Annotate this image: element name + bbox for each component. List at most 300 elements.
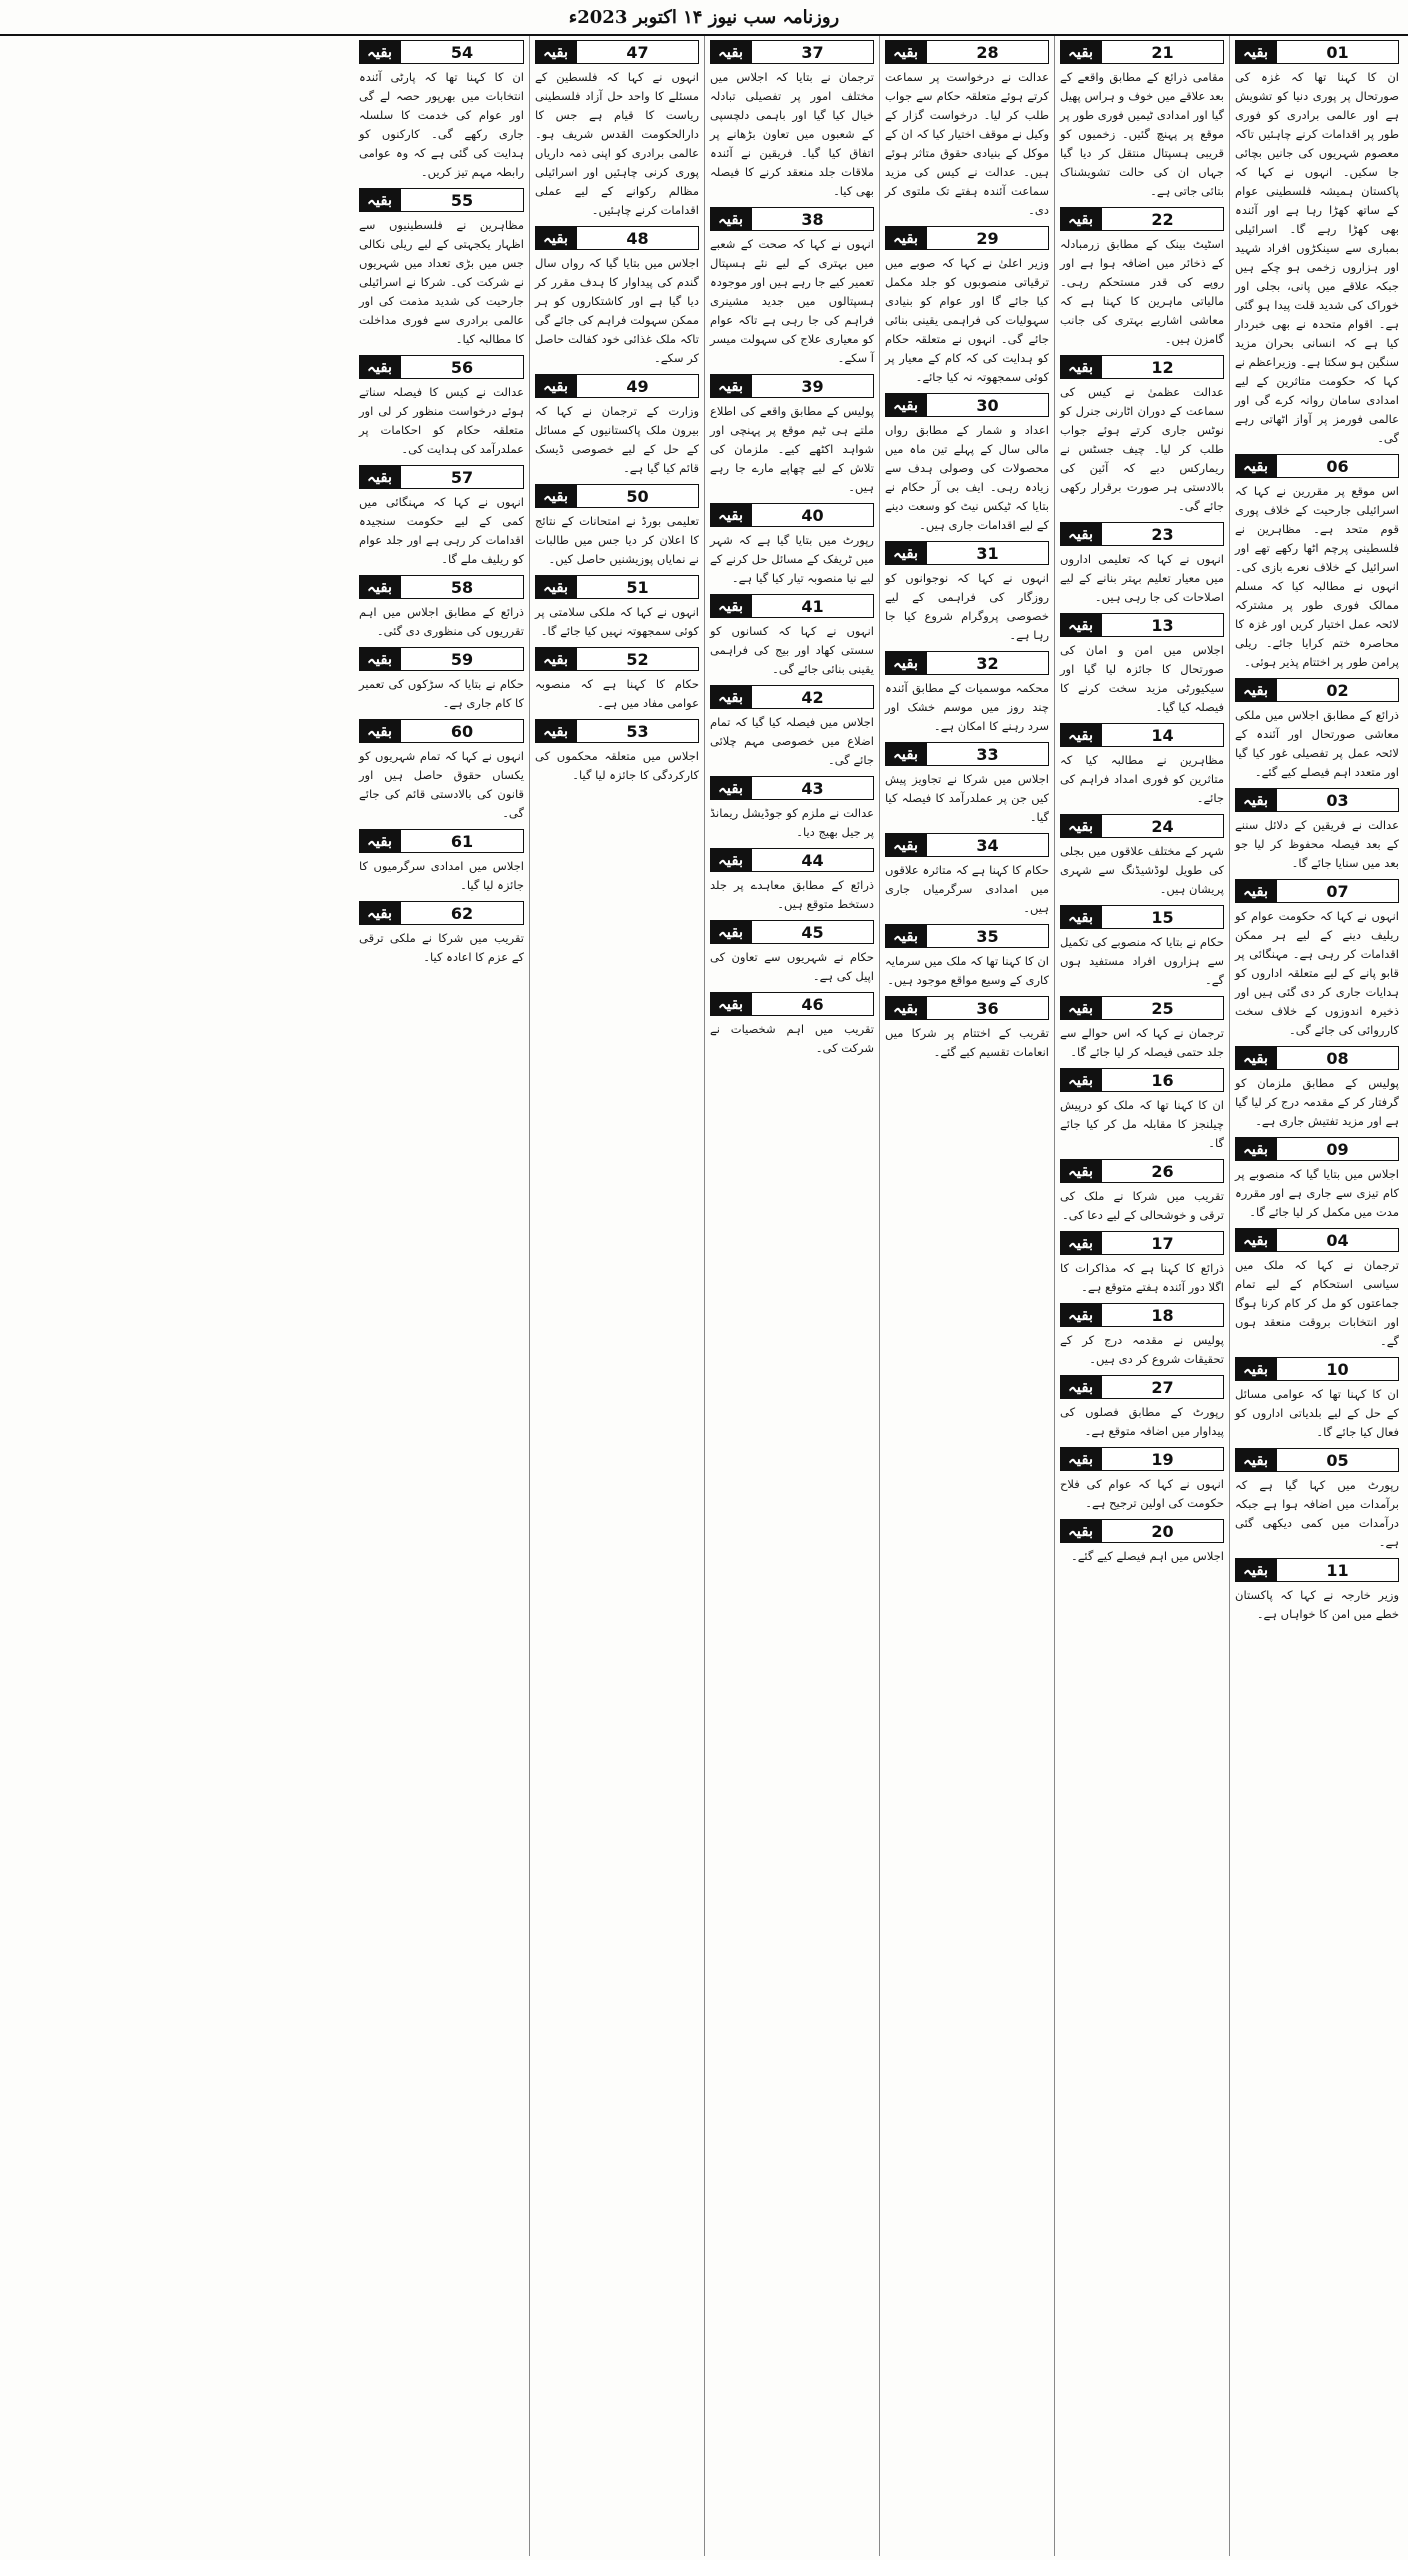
continuation-text: ترجمان نے کہا کہ اس حوالے سے جلد حتمی فیصلہ کر لیا جائے گا۔ bbox=[1060, 1026, 1224, 1059]
continuation-label: بقیہ bbox=[1235, 678, 1276, 702]
continuation-number: 25 bbox=[1101, 996, 1224, 1020]
continuation-text: رپورٹ میں بتایا گیا ہے کہ شہر میں ٹریفک کے مسائل حل کرنے کے لیے نیا منصوبہ تیار کیا گیا ہے۔ bbox=[710, 533, 874, 585]
continuation-number: 14 bbox=[1101, 723, 1224, 747]
continuation-header bbox=[1235, 678, 1399, 702]
continuation-text: تقریب کے اختتام پر شرکا میں انعامات تقسیم کیے گئے۔ bbox=[885, 1026, 1049, 1059]
continuation-block bbox=[1235, 1137, 1399, 1222]
continuation-text: انہوں نے کہا کہ فلسطین کے مسئلے کا واحد حل آزاد فلسطینی ریاست کا قیام ہے جس کا دارالحکومت القدس شریف ہو۔ عالمی برادری کو اپنی ذمہ داریاں پوری کرنی چاہئیں اور اسرائیلی مظالم رکوانے کے لیے عملی اقدامات کرنے چاہئیں۔ bbox=[535, 70, 699, 217]
continuation-label: بقیہ bbox=[1235, 1228, 1276, 1252]
continuation-number: 50 bbox=[576, 484, 699, 508]
continuation-header bbox=[359, 829, 524, 853]
continuation-block bbox=[359, 901, 524, 967]
continuation-text: ترجمان نے کہا کہ ملک میں سیاسی استحکام کے لیے تمام جماعتوں کو مل کر کام کرنا ہوگا اور انتخابات بروقت منعقد ہوں گے۔ bbox=[1235, 1258, 1399, 1348]
continuation-header bbox=[885, 833, 1049, 857]
continuation-number: 01 bbox=[1276, 40, 1399, 64]
continuation-block bbox=[885, 996, 1049, 1062]
continuation-label: بقیہ bbox=[1060, 1447, 1101, 1471]
continuation-block bbox=[535, 484, 699, 569]
continuation-label: بقیہ bbox=[1235, 788, 1276, 812]
continuation-number: 43 bbox=[751, 776, 874, 800]
continuation-number: 54 bbox=[400, 40, 524, 64]
continuation-block bbox=[1060, 1447, 1224, 1513]
continuation-header bbox=[1060, 1303, 1224, 1327]
continuation-header bbox=[1060, 905, 1224, 929]
continuation-header bbox=[359, 901, 524, 925]
continuation-number: 47 bbox=[576, 40, 699, 64]
continuation-text: انہوں نے کہا کہ صحت کے شعبے میں بہتری کے لیے نئے ہسپتال تعمیر کیے جا رہے ہیں اور موجودہ ہسپتالوں میں جدید مشینری فراہم کی جا رہی ہے تاکہ عوام کو معیاری علاج کی سہولت میسر آ سکے۔ bbox=[710, 237, 874, 365]
continuation-text: ان کا کہنا تھا کہ ملک کو درپیش چیلنجز کا مقابلہ مل کر کیا جائے گا۔ bbox=[1060, 1098, 1224, 1150]
continuation-text: اجلاس میں بتایا گیا کہ رواں سال گندم کی پیداوار کا ہدف مقرر کر دیا گیا ہے اور کاشتکاروں کو ہر ممکن سہولت فراہم کی جائے گی تاکہ ملک غذائی خود کفالت حاصل کر سکے۔ bbox=[535, 256, 699, 365]
continuation-label: بقیہ bbox=[359, 647, 400, 671]
continuation-label: بقیہ bbox=[1060, 207, 1101, 231]
continuation-block bbox=[1060, 1231, 1224, 1297]
continuation-label: بقیہ bbox=[710, 776, 751, 800]
continuation-header bbox=[1235, 879, 1399, 903]
continuation-label: بقیہ bbox=[359, 901, 400, 925]
continuation-block bbox=[710, 848, 874, 914]
continuation-header bbox=[710, 503, 874, 527]
continuation-number: 28 bbox=[926, 40, 1049, 64]
continuation-number: 24 bbox=[1101, 814, 1224, 838]
continuation-header bbox=[885, 742, 1049, 766]
continuation-label: بقیہ bbox=[885, 924, 926, 948]
continuation-label: بقیہ bbox=[359, 465, 400, 489]
continuation-number: 19 bbox=[1101, 1447, 1224, 1471]
continuation-number: 13 bbox=[1101, 613, 1224, 637]
continuation-label: بقیہ bbox=[710, 503, 751, 527]
continuation-header bbox=[359, 647, 524, 671]
continuation-header bbox=[710, 207, 874, 231]
continuation-header bbox=[1060, 1447, 1224, 1471]
continuation-label: بقیہ bbox=[885, 742, 926, 766]
continuation-block bbox=[885, 541, 1049, 645]
continuation-label: بقیہ bbox=[1235, 1448, 1276, 1472]
continuation-number: 39 bbox=[751, 374, 874, 398]
continuation-block bbox=[359, 40, 524, 182]
continuation-block bbox=[710, 374, 874, 497]
continuation-text: تقریب میں اہم شخصیات نے شرکت کی۔ bbox=[710, 1022, 874, 1055]
continuation-block bbox=[535, 40, 699, 220]
continuation-text: مظاہرین نے مطالبہ کیا کہ متاثرین کو فوری امداد فراہم کی جائے۔ bbox=[1060, 753, 1224, 805]
continuation-label: بقیہ bbox=[710, 992, 751, 1016]
continuation-header bbox=[1060, 1231, 1224, 1255]
continuation-number: 41 bbox=[751, 594, 874, 618]
continuation-number: 12 bbox=[1101, 355, 1224, 379]
continuation-text: ان کا کہنا تھا کہ پارٹی آئندہ انتخابات میں بھرپور حصہ لے گی اور عوام کی خدمت کا سلسلہ جاری رکھے گی۔ کارکنوں کو ہدایت کی گئی ہے کہ وہ عوامی رابطہ مہم تیز کریں۔ bbox=[359, 70, 524, 179]
continuation-label: بقیہ bbox=[1060, 355, 1101, 379]
continuation-number: 03 bbox=[1276, 788, 1399, 812]
continuation-header bbox=[710, 685, 874, 709]
continuation-header bbox=[710, 594, 874, 618]
continuation-header bbox=[1060, 207, 1224, 231]
continuation-block bbox=[885, 393, 1049, 535]
continuation-label: بقیہ bbox=[535, 226, 576, 250]
continuation-text: اعداد و شمار کے مطابق رواں مالی سال کے پہلے تین ماہ میں محصولات کی وصولی ہدف سے زیادہ رہی۔ ایف بی آر حکام نے بتایا کہ ٹیکس نیٹ کو وسعت دینے کے لیے اقدامات جاری ہیں۔ bbox=[885, 423, 1049, 532]
continuation-block bbox=[1235, 1228, 1399, 1351]
continuation-number: 22 bbox=[1101, 207, 1224, 231]
continuation-header bbox=[1235, 788, 1399, 812]
continuation-block bbox=[1060, 355, 1224, 516]
continuation-block bbox=[885, 226, 1049, 387]
continuation-text: مظاہرین نے فلسطینیوں سے اظہار یکجہتی کے لیے ریلی نکالی جس میں بڑی تعداد میں شہریوں نے شرکت کی۔ شرکا نے اسرائیلی جارحیت کی شدید مذمت کی اور عالمی برادری سے فوری مداخلت کا مطالبہ کیا۔ bbox=[359, 218, 524, 346]
continuation-number: 02 bbox=[1276, 678, 1399, 702]
continuation-block bbox=[710, 503, 874, 588]
continuation-block bbox=[1235, 1357, 1399, 1442]
continuation-number: 08 bbox=[1276, 1046, 1399, 1070]
continuation-header bbox=[1235, 1046, 1399, 1070]
continuation-text: ان کا کہنا تھا کہ عوامی مسائل کے حل کے لیے بلدیاتی اداروں کو فعال کیا جائے گا۔ bbox=[1235, 1387, 1399, 1439]
continuation-text: عدالت نے کیس کا فیصلہ سناتے ہوئے درخواست منظور کر لی اور متعلقہ حکام کو احکامات پر عملدرآمد کی ہدایت کی۔ bbox=[359, 385, 524, 456]
continuation-number: 49 bbox=[576, 374, 699, 398]
continuation-text: عدالت نے ملزم کو جوڈیشل ریمانڈ پر جیل بھیج دیا۔ bbox=[710, 806, 874, 839]
continuation-label: بقیہ bbox=[535, 40, 576, 64]
continuation-block bbox=[535, 374, 699, 478]
continuation-block bbox=[1060, 905, 1224, 990]
continuation-block bbox=[535, 575, 699, 641]
continuation-label: بقیہ bbox=[1060, 905, 1101, 929]
continuation-header bbox=[535, 719, 699, 743]
continuation-text: اجلاس میں امدادی سرگرمیوں کا جائزہ لیا گیا۔ bbox=[359, 859, 524, 892]
continuation-header bbox=[1235, 1558, 1399, 1582]
continuation-header bbox=[1235, 454, 1399, 478]
continuation-block bbox=[885, 924, 1049, 990]
continuation-label: بقیہ bbox=[1060, 522, 1101, 546]
continuation-number: 23 bbox=[1101, 522, 1224, 546]
continuation-number: 09 bbox=[1276, 1137, 1399, 1161]
continuation-number: 11 bbox=[1276, 1558, 1399, 1582]
continuation-header bbox=[359, 719, 524, 743]
continuation-header bbox=[1060, 814, 1224, 838]
continuation-text: حکام کا کہنا ہے کہ متاثرہ علاقوں میں امدادی سرگرمیاں جاری ہیں۔ bbox=[885, 863, 1049, 915]
continuation-header bbox=[535, 647, 699, 671]
continuation-text: ذرائع کے مطابق اجلاس میں اہم تقرریوں کی منظوری دی گئی۔ bbox=[359, 605, 524, 638]
continuation-number: 40 bbox=[751, 503, 874, 527]
continuation-header bbox=[885, 226, 1049, 250]
continuation-text: رپورٹ کے مطابق فصلوں کی پیداوار میں اضافہ متوقع ہے۔ bbox=[1060, 1405, 1224, 1438]
continuation-header bbox=[535, 484, 699, 508]
continuation-block bbox=[710, 776, 874, 842]
continuation-label: بقیہ bbox=[710, 40, 751, 64]
continuation-text: انہوں نے کہا کہ ملکی سلامتی پر کوئی سمجھوتہ نہیں کیا جائے گا۔ bbox=[535, 605, 699, 638]
continuation-block bbox=[1060, 1159, 1224, 1225]
continuation-label: بقیہ bbox=[1060, 40, 1101, 64]
continuation-number: 37 bbox=[751, 40, 874, 64]
continuation-label: بقیہ bbox=[885, 40, 926, 64]
continuation-number: 57 bbox=[400, 465, 524, 489]
continuation-number: 48 bbox=[576, 226, 699, 250]
continuation-text: اجلاس میں بتایا گیا کہ منصوبے پر کام تیزی سے جاری ہے اور مقررہ مدت میں مکمل کر لیا جائے گا۔ bbox=[1235, 1167, 1399, 1219]
continuation-text: عدالت نے فریقین کے دلائل سننے کے بعد فیصلہ محفوظ کر لیا جو بعد میں سنایا جائے گا۔ bbox=[1235, 818, 1399, 870]
continuation-text: انہوں نے کہا کہ کسانوں کو سستی کھاد اور بیج کی فراہمی یقینی بنائی جائے گی۔ bbox=[710, 624, 874, 676]
continuation-number: 53 bbox=[576, 719, 699, 743]
continuation-header bbox=[885, 393, 1049, 417]
continuation-number: 56 bbox=[400, 355, 524, 379]
continuation-number: 06 bbox=[1276, 454, 1399, 478]
continuation-header bbox=[1060, 40, 1224, 64]
continuation-block bbox=[1235, 40, 1399, 448]
continuation-header bbox=[710, 920, 874, 944]
continuation-block bbox=[1235, 678, 1399, 782]
continuation-label: بقیہ bbox=[710, 920, 751, 944]
continuation-text: محکمہ موسمیات کے مطابق آئندہ چند روز میں موسم خشک اور سرد رہنے کا امکان ہے۔ bbox=[885, 681, 1049, 733]
continuation-block bbox=[710, 685, 874, 770]
continuation-number: 21 bbox=[1101, 40, 1224, 64]
continuation-label: بقیہ bbox=[359, 188, 400, 212]
continuation-text: پولیس کے مطابق واقعے کی اطلاع ملتے ہی ٹیم موقع پر پہنچی اور شواہد اکٹھے کیے۔ ملزمان کی تلاش کے لیے چھاپے مارے جا رہے ہیں۔ bbox=[710, 404, 874, 494]
continuation-label: بقیہ bbox=[535, 575, 576, 599]
continuation-label: بقیہ bbox=[885, 541, 926, 565]
continuation-text: اسٹیٹ بینک کے مطابق زرمبادلہ کے ذخائر میں اضافہ ہوا ہے اور روپے کی قدر مستحکم رہی۔ مالیاتی ماہرین کا کہنا ہے کہ معاشی اشاریے بہتری کی جانب گامزن ہیں۔ bbox=[1060, 237, 1224, 346]
column-2 bbox=[1054, 36, 1229, 2556]
continuation-number: 30 bbox=[926, 393, 1049, 417]
continuation-text: رپورٹ میں کہا گیا ہے کہ برآمدات میں اضافہ ہوا ہے جبکہ درآمدات میں کمی دیکھی گئی ہے۔ bbox=[1235, 1478, 1399, 1549]
continuation-number: 52 bbox=[576, 647, 699, 671]
continuation-label: بقیہ bbox=[1235, 1137, 1276, 1161]
continuation-label: بقیہ bbox=[1060, 996, 1101, 1020]
continuation-text: ذرائع کے مطابق معاہدے پر جلد دستخط متوقع ہیں۔ bbox=[710, 878, 874, 911]
continuation-header bbox=[359, 188, 524, 212]
continuation-header bbox=[1060, 522, 1224, 546]
continuation-text: اجلاس میں متعلقہ محکموں کی کارکردگی کا جائزہ لیا گیا۔ bbox=[535, 749, 699, 782]
continuation-label: بقیہ bbox=[1060, 613, 1101, 637]
column-4 bbox=[704, 36, 879, 2556]
continuation-text: تقریب میں شرکا نے ملکی ترقی کے عزم کا اعادہ کیا۔ bbox=[359, 931, 524, 964]
continuation-header bbox=[359, 40, 524, 64]
continuation-header bbox=[1060, 1068, 1224, 1092]
continuation-text: ان کا کہنا تھا کہ غزہ کی صورتحال پر پوری دنیا کو تشویش ہے اور عالمی برادری کو فوری طور پر اقدامات کرنے چاہئیں تاکہ معصوم شہریوں کی جانیں بچائی جا سکیں۔ انہوں نے کہا کہ پاکستان ہمیشہ فلسطینی عوام کے ساتھ کھڑا رہا ہے اور آئندہ بھی کھڑا رہے گا۔ اسرائیلی بمباری سے سینکڑوں افراد شہید اور ہزاروں زخمی ہو چکے ہیں جبکہ علاقے میں پانی، بجلی اور خوراک کی شدید قلت پیدا ہو گئی ہے۔ اقوام متحدہ نے بھی خبردار کیا ہے کہ انسانی بحران مزید سنگین ہو سکتا ہے۔ وزیراعظم نے کہا کہ حکومت متاثرین کے لیے امدادی سامان روانہ کرے گی اور عالمی فورمز پر آواز اٹھاتی رہے گی۔ bbox=[1235, 70, 1399, 445]
continuation-header bbox=[885, 924, 1049, 948]
continuation-label: بقیہ bbox=[710, 207, 751, 231]
continuation-label: بقیہ bbox=[885, 833, 926, 857]
continuation-number: 17 bbox=[1101, 1231, 1224, 1255]
continuation-header bbox=[1235, 1448, 1399, 1472]
continuation-text: اجلاس میں امن و امان کی صورتحال کا جائزہ لیا گیا اور سیکیورٹی مزید سخت کرنے کا فیصلہ کیا گیا۔ bbox=[1060, 643, 1224, 714]
continuation-header bbox=[885, 40, 1049, 64]
continuation-block bbox=[710, 594, 874, 679]
continuation-header bbox=[710, 40, 874, 64]
continuation-block bbox=[885, 833, 1049, 918]
continuation-block bbox=[535, 719, 699, 785]
continuation-number: 46 bbox=[751, 992, 874, 1016]
continuation-header bbox=[1060, 1519, 1224, 1543]
continuation-header bbox=[1235, 1137, 1399, 1161]
continuation-label: بقیہ bbox=[359, 575, 400, 599]
continuation-block bbox=[1060, 522, 1224, 607]
continuation-header bbox=[885, 651, 1049, 675]
continuation-header bbox=[1060, 613, 1224, 637]
continuation-block bbox=[710, 207, 874, 368]
continuation-header bbox=[710, 776, 874, 800]
continuation-header bbox=[1235, 40, 1399, 64]
continuation-label: بقیہ bbox=[1060, 723, 1101, 747]
continuation-text: حکام کا کہنا ہے کہ منصوبہ عوامی مفاد میں ہے۔ bbox=[535, 677, 699, 710]
continuation-block bbox=[885, 651, 1049, 736]
continuation-label: بقیہ bbox=[1060, 1519, 1101, 1543]
column-3 bbox=[879, 36, 1054, 2556]
continuation-label: بقیہ bbox=[1060, 1068, 1101, 1092]
continuation-number: 32 bbox=[926, 651, 1049, 675]
continuation-number: 31 bbox=[926, 541, 1049, 565]
continuation-header bbox=[1060, 1159, 1224, 1183]
continuation-block bbox=[359, 829, 524, 895]
continuation-number: 62 bbox=[400, 901, 524, 925]
continuation-header bbox=[710, 374, 874, 398]
continuation-text: عدالت عظمیٰ نے کیس کی سماعت کے دوران اٹارنی جنرل کو نوٹس جاری کرتے ہوئے جواب طلب کر لیا۔ چیف جسٹس نے ریمارکس دیے کہ آئین کی بالادستی ہر صورت برقرار رکھی جائے گی۔ bbox=[1060, 385, 1224, 513]
continuation-number: 44 bbox=[751, 848, 874, 872]
continuation-label: بقیہ bbox=[535, 719, 576, 743]
continuation-header bbox=[1235, 1357, 1399, 1381]
continuation-block bbox=[359, 719, 524, 823]
continuation-header bbox=[535, 575, 699, 599]
continuation-text: وزیر خارجہ نے کہا کہ پاکستان خطے میں امن کا خواہاں ہے۔ bbox=[1235, 1588, 1399, 1621]
column-6 bbox=[354, 36, 529, 2556]
continuation-text: ذرائع کا کہنا ہے کہ مذاکرات کا اگلا دور آئندہ ہفتے متوقع ہے۔ bbox=[1060, 1261, 1224, 1294]
continuation-text: پولیس کے مطابق ملزمان کو گرفتار کر کے مقدمہ درج کر لیا گیا ہے اور مزید تفتیش جاری ہے۔ bbox=[1235, 1076, 1399, 1128]
continuation-text: تعلیمی بورڈ نے امتحانات کے نتائج کا اعلان کر دیا جس میں طالبات نے نمایاں پوزیشنیں حاصل کیں۔ bbox=[535, 514, 699, 566]
continuation-number: 55 bbox=[400, 188, 524, 212]
continuation-block bbox=[1060, 613, 1224, 717]
continuation-block bbox=[710, 920, 874, 986]
continuation-block bbox=[1060, 40, 1224, 201]
continuation-label: بقیہ bbox=[885, 393, 926, 417]
continuation-text: انہوں نے کہا کہ حکومت عوام کو ریلیف دینے کے لیے ہر ممکن اقدامات کر رہی ہے۔ مہنگائی پر قابو پانے کے لیے متعلقہ اداروں کو ہدایات جاری کر دی گئی ہیں اور ذخیرہ اندوزوں کے خلاف سخت کارروائی کی جائے گی۔ bbox=[1235, 909, 1399, 1037]
continuation-label: بقیہ bbox=[535, 647, 576, 671]
masthead-title: روزنامہ سب نیوز ۱۴ اکتوبر 2023ء bbox=[568, 6, 840, 28]
continuation-number: 10 bbox=[1276, 1357, 1399, 1381]
continuation-block bbox=[885, 40, 1049, 220]
continuation-block bbox=[359, 355, 524, 459]
continuation-text: وزیر اعلیٰ نے کہا کہ صوبے میں ترقیاتی منصوبوں کو جلد مکمل کیا جائے گا اور عوام کو بنیادی سہولیات کی فراہمی یقینی بنائی جائے گی۔ انہوں نے متعلقہ حکام کو ہدایت کی کہ کام کے معیار پر کوئی سمجھوتہ نہ کیا جائے۔ bbox=[885, 256, 1049, 384]
continuation-label: بقیہ bbox=[1235, 40, 1276, 64]
continuation-text: انہوں نے کہا کہ مہنگائی میں کمی کے لیے حکومت سنجیدہ اقدامات کر رہی ہے اور جلد عوام کو ریلیف ملے گا۔ bbox=[359, 495, 524, 566]
continuation-number: 45 bbox=[751, 920, 874, 944]
continuation-label: بقیہ bbox=[885, 226, 926, 250]
continuation-label: بقیہ bbox=[359, 829, 400, 853]
column-1 bbox=[1229, 36, 1404, 2556]
continuation-text: انہوں نے کہا کہ نوجوانوں کو روزگار کی فراہمی کے لیے خصوصی پروگرام شروع کیا جا رہا ہے۔ bbox=[885, 571, 1049, 642]
continuation-label: بقیہ bbox=[885, 651, 926, 675]
continuation-header bbox=[1235, 1228, 1399, 1252]
continuation-number: 58 bbox=[400, 575, 524, 599]
continuation-block bbox=[885, 742, 1049, 827]
columns-container bbox=[4, 36, 1404, 2556]
continuation-block bbox=[359, 575, 524, 641]
continuation-label: بقیہ bbox=[535, 484, 576, 508]
continuation-block bbox=[1235, 1558, 1399, 1624]
continuation-number: 61 bbox=[400, 829, 524, 853]
continuation-text: ترجمان نے بتایا کہ اجلاس میں مختلف امور پر تفصیلی تبادلہ خیال کیا گیا اور باہمی دلچسپی کے شعبوں میں تعاون بڑھانے پر اتفاق کیا گیا۔ فریقین نے آئندہ ملاقات جلد منعقد کرنے کا فیصلہ بھی کیا۔ bbox=[710, 70, 874, 198]
continuation-text: انہوں نے کہا کہ عوام کی فلاح حکومت کی اولین ترجیح ہے۔ bbox=[1060, 1477, 1224, 1510]
continuation-number: 51 bbox=[576, 575, 699, 599]
continuation-block bbox=[1235, 788, 1399, 873]
continuation-label: بقیہ bbox=[359, 719, 400, 743]
continuation-header bbox=[1060, 355, 1224, 379]
continuation-block bbox=[1060, 1519, 1224, 1566]
continuation-text: انہوں نے کہا کہ تمام شہریوں کو یکساں حقوق حاصل ہیں اور قانون کی بالادستی قائم کی جائے گی۔ bbox=[359, 749, 524, 820]
continuation-number: 59 bbox=[400, 647, 524, 671]
continuation-header bbox=[535, 40, 699, 64]
continuation-number: 33 bbox=[926, 742, 1049, 766]
continuation-label: بقیہ bbox=[1060, 814, 1101, 838]
continuation-number: 35 bbox=[926, 924, 1049, 948]
continuation-block bbox=[1060, 723, 1224, 808]
continuation-text: ان کا کہنا تھا کہ ملک میں سرمایہ کاری کے وسیع مواقع موجود ہیں۔ bbox=[885, 954, 1049, 987]
continuation-label: بقیہ bbox=[359, 40, 400, 64]
continuation-block bbox=[1060, 1068, 1224, 1153]
continuation-header bbox=[885, 541, 1049, 565]
continuation-number: 15 bbox=[1101, 905, 1224, 929]
continuation-number: 60 bbox=[400, 719, 524, 743]
continuation-block bbox=[1060, 207, 1224, 349]
continuation-label: بقیہ bbox=[885, 996, 926, 1020]
continuation-text: اجلاس میں فیصلہ کیا گیا کہ تمام اضلاع میں خصوصی مہم چلائی جائے گی۔ bbox=[710, 715, 874, 767]
continuation-block bbox=[710, 40, 874, 201]
continuation-block bbox=[1235, 454, 1399, 672]
continuation-header bbox=[359, 575, 524, 599]
continuation-block bbox=[1060, 996, 1224, 1062]
continuation-label: بقیہ bbox=[1235, 1046, 1276, 1070]
continuation-header bbox=[359, 465, 524, 489]
continuation-label: بقیہ bbox=[1060, 1375, 1101, 1399]
continuation-block bbox=[1060, 1375, 1224, 1441]
continuation-number: 05 bbox=[1276, 1448, 1399, 1472]
continuation-header bbox=[710, 848, 874, 872]
continuation-label: بقیہ bbox=[1235, 1558, 1276, 1582]
continuation-number: 16 bbox=[1101, 1068, 1224, 1092]
continuation-block bbox=[1235, 1448, 1399, 1552]
continuation-text: اس موقع پر مقررین نے کہا کہ اسرائیلی جارحیت کے خلاف پوری قوم متحد ہے۔ مظاہرین نے فلسطینی پرچم اٹھا رکھے تھے اور اسرائیل کے خلاف نعرے بازی کی۔ انہوں نے مطالبہ کیا کہ مسلم ممالک فوری طور پر مشترکہ لائحہ عمل اختیار کریں اور غزہ کا محاصرہ ختم کرایا جائے۔ ریلی پرامن طور پر اختتام پذیر ہوئی۔ bbox=[1235, 484, 1399, 669]
continuation-label: بقیہ bbox=[1060, 1303, 1101, 1327]
continuation-block bbox=[710, 992, 874, 1058]
continuation-block bbox=[359, 647, 524, 713]
continuation-header bbox=[535, 226, 699, 250]
continuation-label: بقیہ bbox=[710, 374, 751, 398]
continuation-block bbox=[535, 647, 699, 713]
continuation-header bbox=[885, 996, 1049, 1020]
continuation-text: حکام نے بتایا کہ منصوبے کی تکمیل سے ہزاروں افراد مستفید ہوں گے۔ bbox=[1060, 935, 1224, 987]
continuation-text: انہوں نے کہا کہ تعلیمی اداروں میں معیار تعلیم بہتر بنانے کے لیے اصلاحات کی جا رہی ہیں۔ bbox=[1060, 552, 1224, 604]
continuation-label: بقیہ bbox=[535, 374, 576, 398]
continuation-label: بقیہ bbox=[1060, 1159, 1101, 1183]
continuation-label: بقیہ bbox=[710, 594, 751, 618]
continuation-text: حکام نے بتایا کہ سڑکوں کی تعمیر کا کام جاری ہے۔ bbox=[359, 677, 524, 710]
continuation-text: شہر کے مختلف علاقوں میں بجلی کی طویل لوڈشیڈنگ سے شہری پریشان ہیں۔ bbox=[1060, 844, 1224, 896]
continuation-number: 04 bbox=[1276, 1228, 1399, 1252]
continuation-header bbox=[359, 355, 524, 379]
continuation-header bbox=[535, 374, 699, 398]
continuation-number: 29 bbox=[926, 226, 1049, 250]
continuation-label: بقیہ bbox=[1060, 1231, 1101, 1255]
continuation-block bbox=[1060, 1303, 1224, 1369]
continuation-block bbox=[535, 226, 699, 368]
continuation-text: تقریب میں شرکا نے ملک کی ترقی و خوشحالی کے لیے دعا کی۔ bbox=[1060, 1189, 1224, 1222]
continuation-number: 20 bbox=[1101, 1519, 1224, 1543]
continuation-number: 07 bbox=[1276, 879, 1399, 903]
continuation-number: 34 bbox=[926, 833, 1049, 857]
continuation-block bbox=[359, 465, 524, 569]
continuation-header bbox=[1060, 1375, 1224, 1399]
continuation-text: وزارت کے ترجمان نے کہا کہ بیرون ملک پاکستانیوں کے مسائل کے حل کے لیے خصوصی ڈیسک قائم کیا گیا ہے۔ bbox=[535, 404, 699, 475]
continuation-block bbox=[1235, 1046, 1399, 1131]
continuation-text: عدالت نے درخواست پر سماعت کرتے ہوئے متعلقہ حکام سے جواب طلب کر لیا۔ درخواست گزار کے وکیل نے موقف اختیار کیا کہ ان کے موکل کے بنیادی حقوق متاثر ہوئے ہیں۔ عدالت نے کیس کی مزید سماعت آئندہ ہفتے تک ملتوی کر دی۔ bbox=[885, 70, 1049, 217]
continuation-text: پولیس نے مقدمہ درج کر کے تحقیقات شروع کر دی ہیں۔ bbox=[1060, 1333, 1224, 1366]
continuation-header bbox=[1060, 996, 1224, 1020]
continuation-number: 18 bbox=[1101, 1303, 1224, 1327]
continuation-number: 36 bbox=[926, 996, 1049, 1020]
continuation-label: بقیہ bbox=[359, 355, 400, 379]
continuation-text: اجلاس میں اہم فیصلے کیے گئے۔ bbox=[1070, 1549, 1224, 1563]
continuation-text: اجلاس میں شرکا نے تجاویز پیش کیں جن پر عملدرآمد کا فیصلہ کیا گیا۔ bbox=[885, 772, 1049, 824]
